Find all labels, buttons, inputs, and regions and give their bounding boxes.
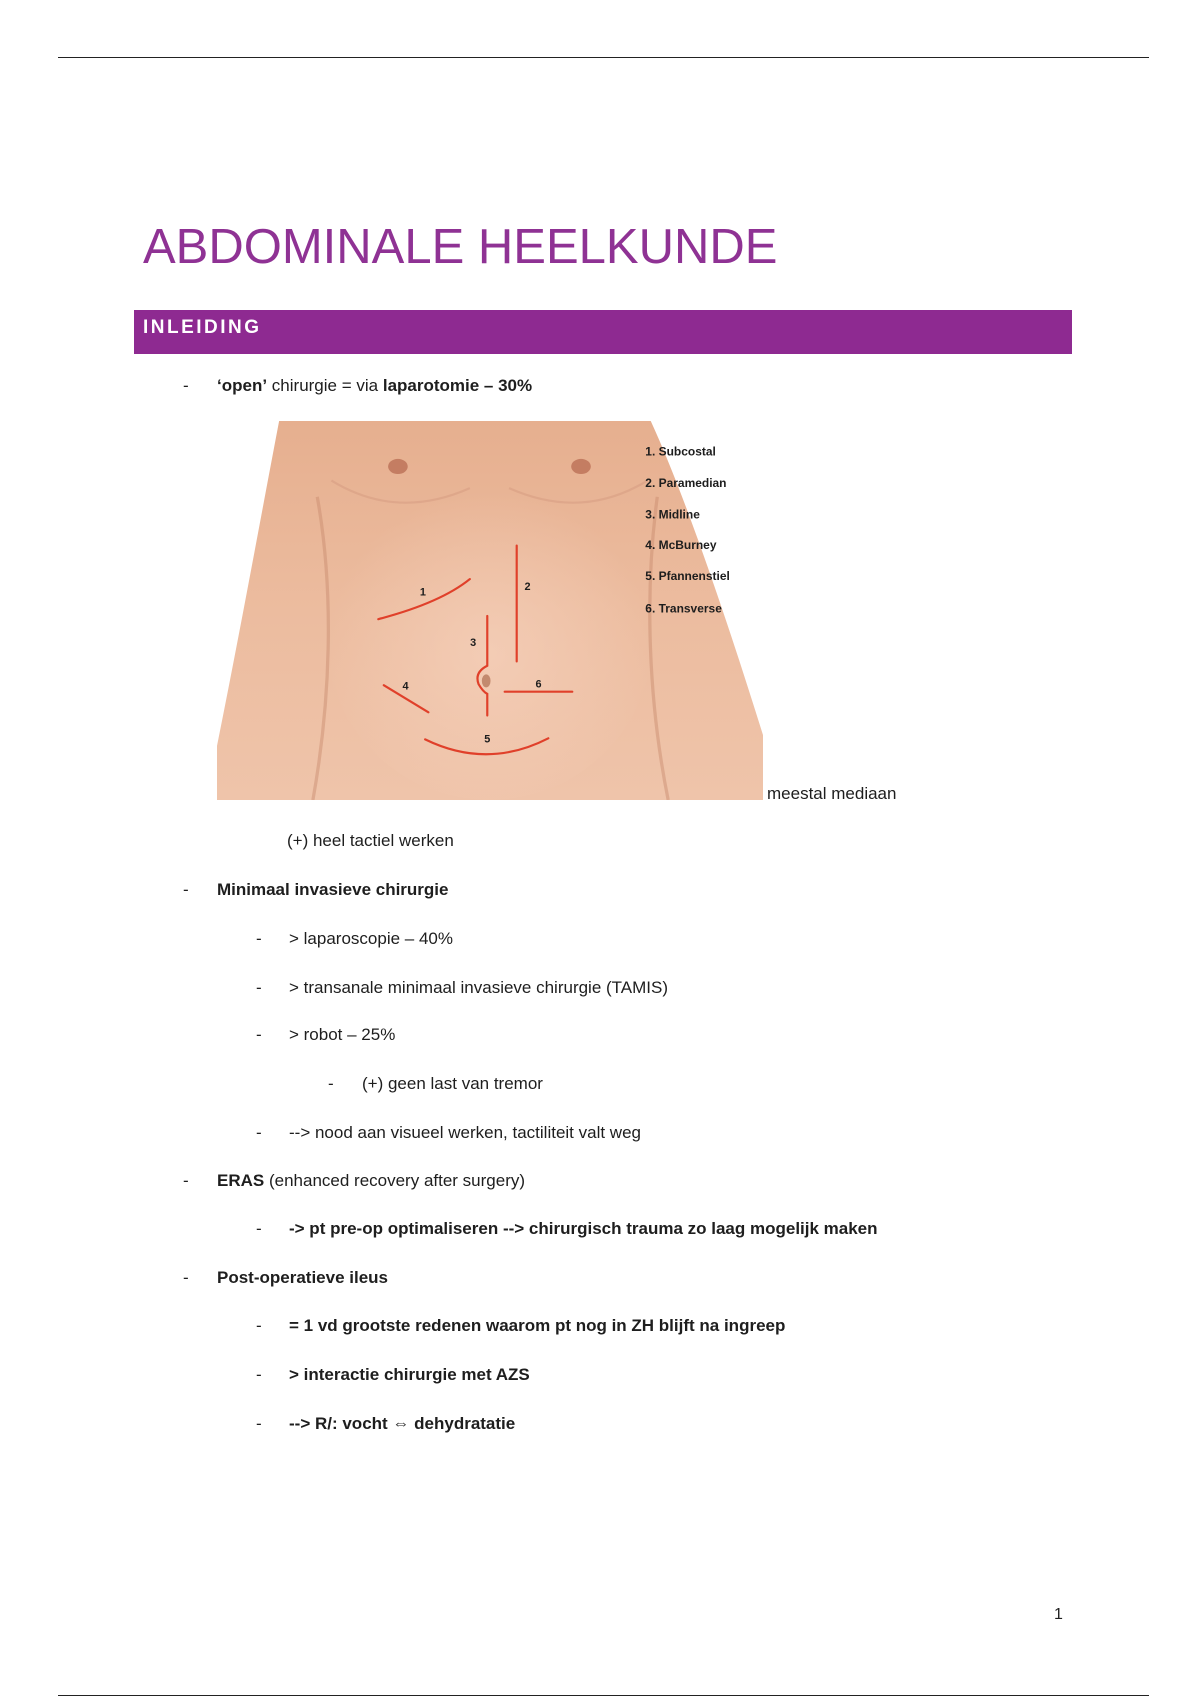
list-item-mis <box>217 878 448 902</box>
section-heading: INLEIDING <box>143 317 262 338</box>
footer-rule <box>58 1695 1149 1696</box>
list-item-open-surgery <box>217 374 532 398</box>
ileus-item: --> R/: vocht ⇔ dehydratatie <box>289 1414 516 1433</box>
section-header <box>134 310 1072 354</box>
legend-item: 5. Pfannenstiel <box>645 569 730 584</box>
sub-list-item: > laparoscopie – 40% <box>289 929 453 948</box>
bullet-dash: - <box>256 1123 262 1142</box>
incision-label-2: 2 <box>524 580 531 593</box>
sub-list-item: > transanale minimaal invasieve chirurgie (TAMIS) <box>289 978 669 997</box>
ileus-item: = 1 vd grootste redenen waarom pt nog in ZH blijft na ingreep <box>289 1316 786 1335</box>
sub-list-item <box>289 1314 785 1338</box>
legend-item: 3. Midline <box>645 507 700 522</box>
incision-label-5: 5 <box>484 733 491 746</box>
sub-list-item: --> nood aan visueel werken, tactiliteit valt weg <box>289 1123 641 1142</box>
bullet-dash: - <box>256 1414 262 1433</box>
list-item-ileus <box>217 1266 388 1290</box>
eras-description: (enhanced recovery after surgery) <box>268 1171 526 1190</box>
page-number: 1 <box>1054 1606 1063 1623</box>
torso-highlight <box>326 475 653 800</box>
bullet-dash: - <box>183 1268 189 1287</box>
sub-list-item: > robot – 25% <box>289 1025 396 1044</box>
bullet-dash: - <box>183 880 189 899</box>
navel <box>482 674 491 687</box>
legend-item: 4. McBurney <box>645 537 717 552</box>
header-rule <box>58 57 1149 58</box>
bullet-dash: - <box>256 929 262 948</box>
bullet-dash: - <box>256 978 262 997</box>
eras-item: -> pt pre-op optimaliseren --> chirurgisch trauma zo laag mogelijk maken <box>289 1219 878 1238</box>
ileus-heading: Post-operatieve ileus <box>217 1268 389 1287</box>
sub-list-item <box>289 1217 878 1241</box>
incision-label-6: 6 <box>535 678 542 691</box>
right-nipple <box>571 459 591 474</box>
left-nipple <box>388 459 408 474</box>
incision-label-1: 1 <box>419 586 427 599</box>
legend-item: 2. Paramedian <box>645 476 727 491</box>
open-emphasis: laparotomie – 30% <box>382 376 533 395</box>
ileus-item: > interactie chirurgie met AZS <box>289 1365 530 1384</box>
bullet-dash: - <box>328 1074 334 1093</box>
sub-list-item <box>289 1363 530 1387</box>
bullet-dash: - <box>183 1171 189 1190</box>
bullet-dash: - <box>256 1365 262 1384</box>
incision-figure <box>217 421 763 800</box>
list-item-eras <box>217 1169 525 1193</box>
bullet-dash: - <box>256 1316 262 1335</box>
legend-item: 1. Subcostal <box>645 444 716 459</box>
bullet-dash: - <box>256 1025 262 1044</box>
bullet-dash: - <box>256 1219 262 1238</box>
sub-list-item <box>289 1412 515 1436</box>
bullet-dash: - <box>183 376 189 395</box>
open-text: chirurgie = via <box>271 376 379 395</box>
sub-sub-list-item: (+) geen last van tremor <box>362 1074 543 1093</box>
incision-label-4: 4 <box>402 680 409 693</box>
figure-caption: meestal mediaan <box>767 784 897 803</box>
incision-label-3: 3 <box>470 637 477 650</box>
open-label: ‘open’ <box>217 376 268 395</box>
mis-heading: Minimaal invasieve chirurgie <box>217 880 449 899</box>
eras-heading: ERAS <box>217 1171 265 1190</box>
page-title: ABDOMINALE HEELKUNDE <box>143 220 778 274</box>
open-surgery-advantage: (+) heel tactiel werken <box>287 831 454 850</box>
legend-item: 6. Transverse <box>645 601 722 616</box>
